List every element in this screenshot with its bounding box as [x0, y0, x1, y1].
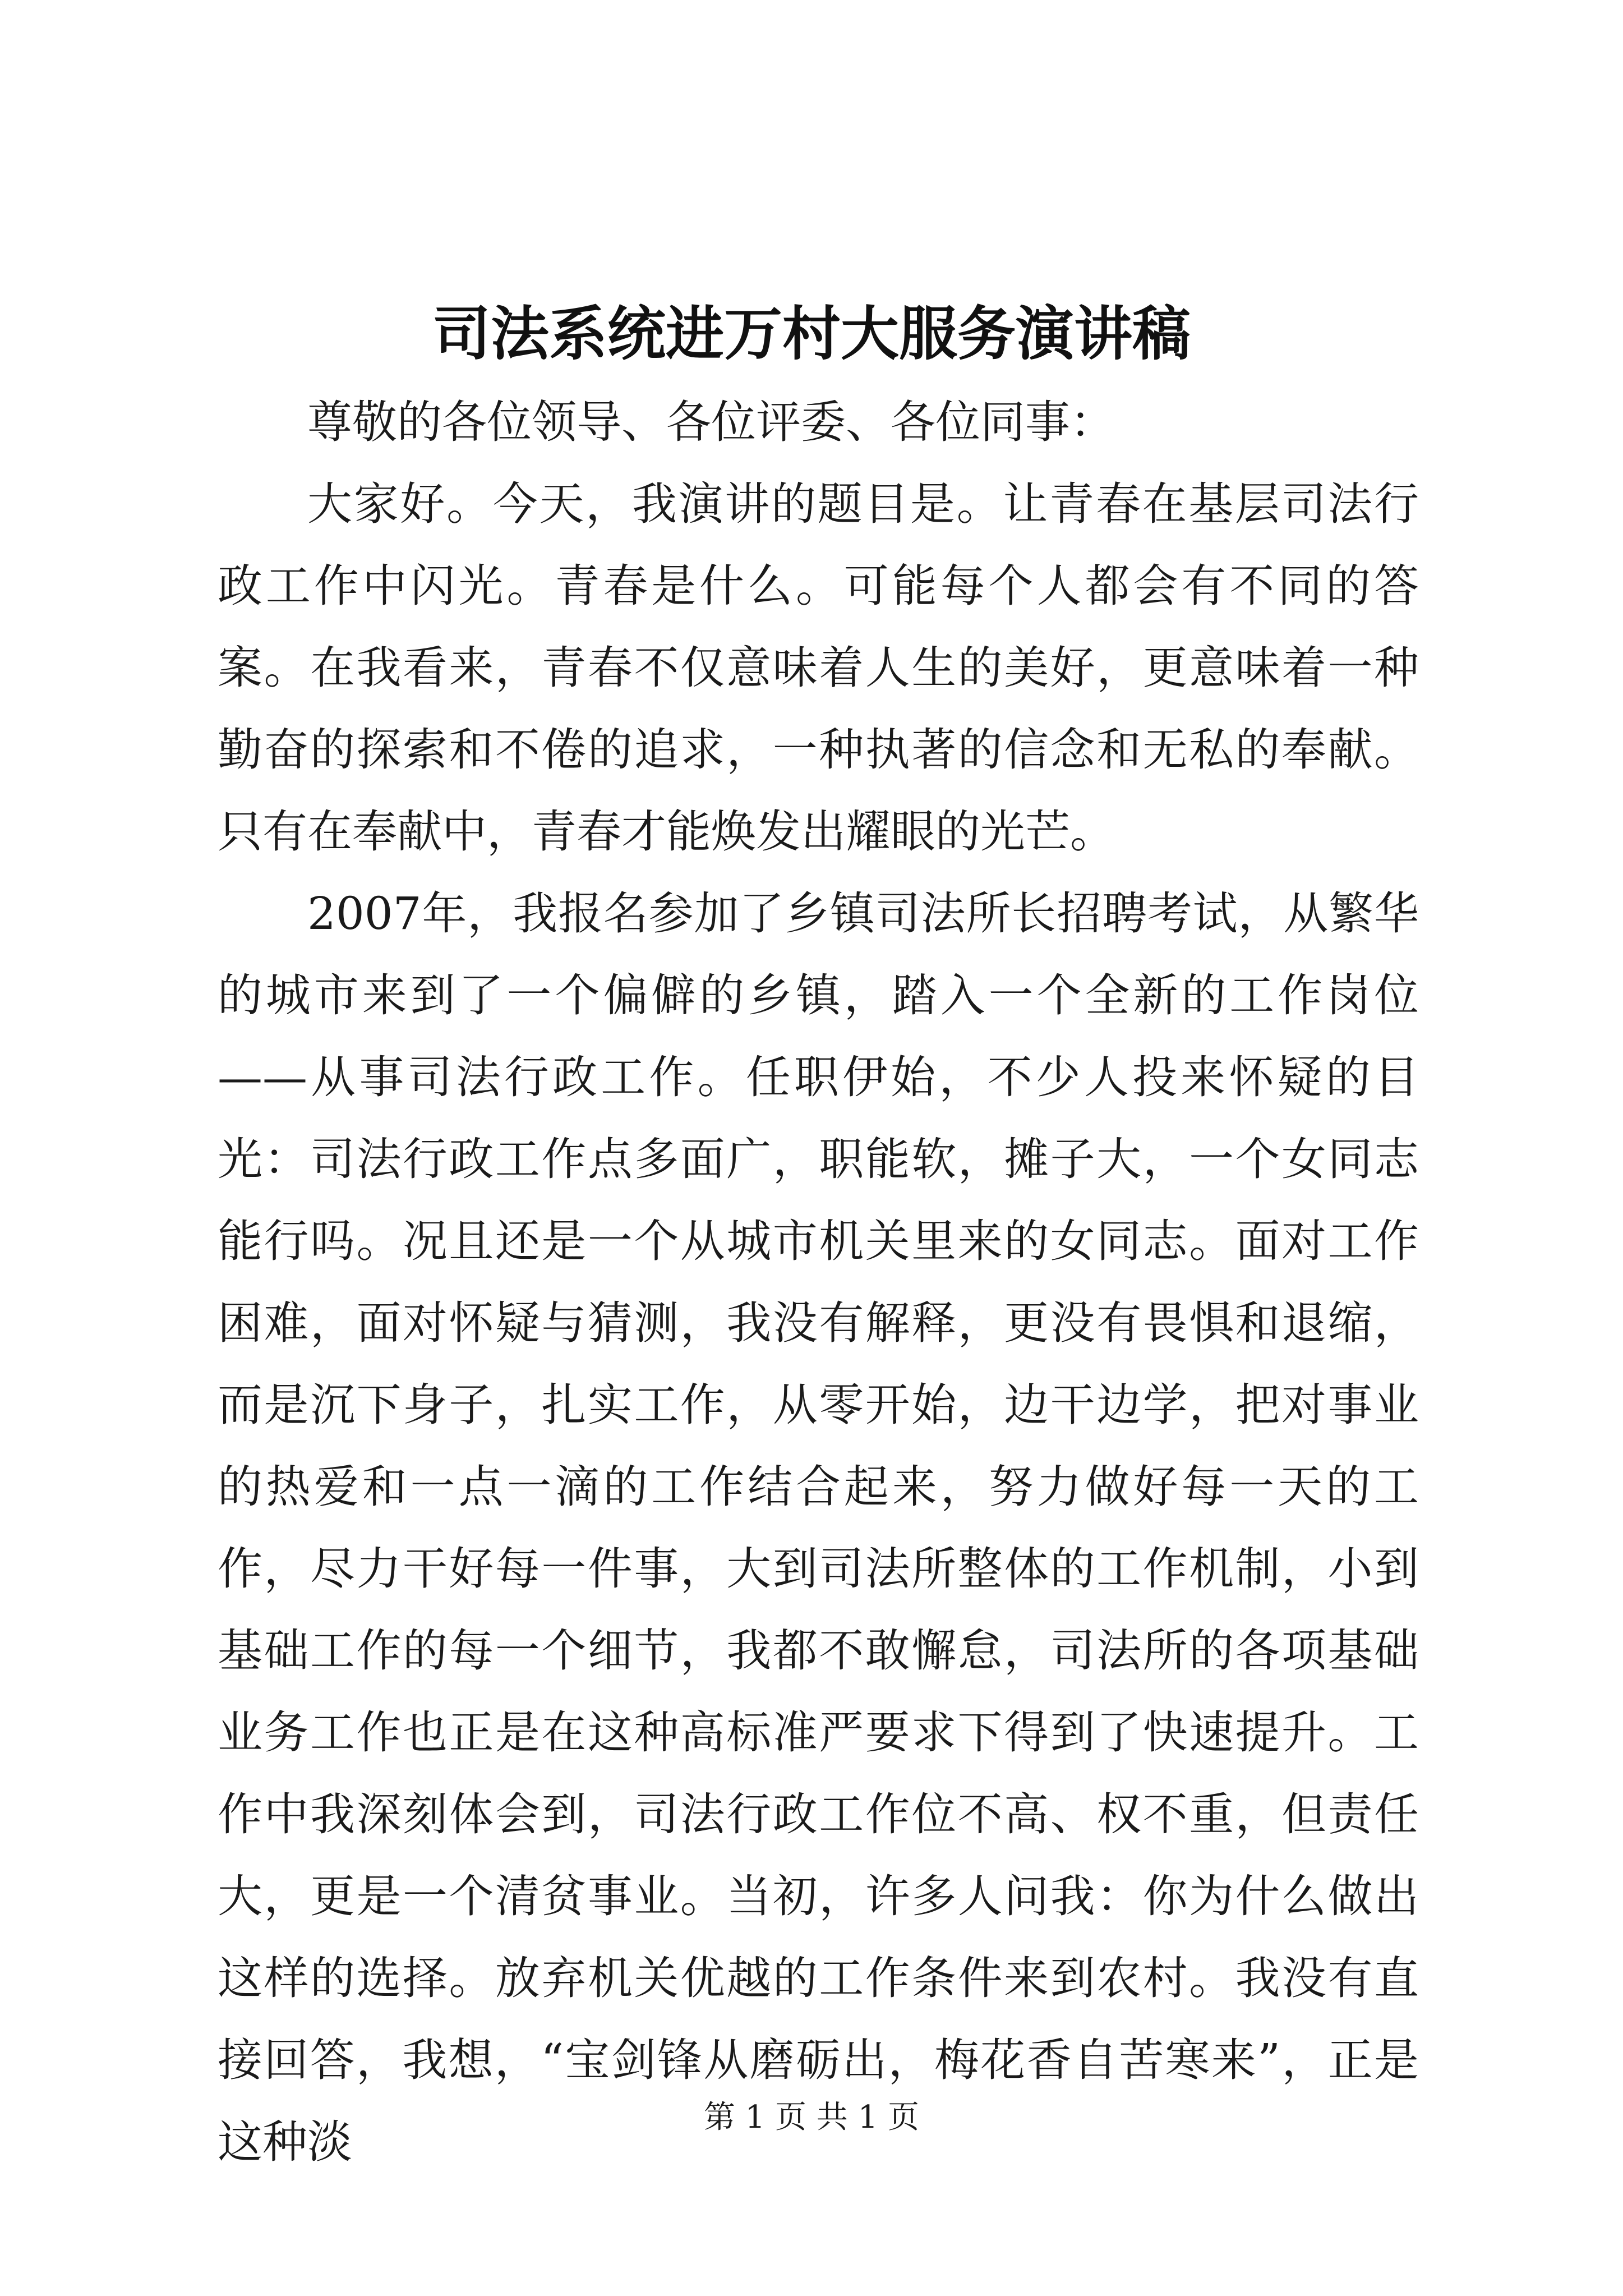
paragraph-greeting: 尊敬的各位领导、各位评委、各位同事： [307, 396, 1115, 448]
document-body [218, 381, 1419, 2183]
paragraph-intro: 大家好。今天，我演讲的题目是。让青春在基层司法行政工作中闪光。青春是什么。可能每个人都会有不同的答案。在我看来，青春不仅意味着人生的美好，更意味着一种勤奋的探索和不倦的追求，一种执著的信念和无私的奉献。只有在奉献中，青春才能焕发出耀眼的光芒。 [218, 478, 1419, 858]
paragraph-story: 2007年，我报名参加了乡镇司法所长招聘考试，从繁华的城市来到了一个偏僻的乡镇，踏入一个全新的工作岗位——从事司法行政工作。任职伊始，不少人投来怀疑的目光：司法行政工作点多面广，职能软，摊子大，一个女同志能行吗。况且还是一个从城市机关里来的女同志。面对工作困难，面对怀疑与猜测，我没有解释，更没有畏惧和退缩，而是沉下身子，扎实工作，从零开始，边干边学，把对事业的热爱和一点一滴的工作结合起来，努力做好每一天的工作，尽力干好每一件事，大到司法所整体的工作机制，小到基础工作的每一个细节，我都不敢懈怠，司法所的各项基础业务工作也正是在这种高标准严要求下得到了快速提升。工作中我深刻体会到，司法行政工作位不高、权不重，但责任大，更是一个清贫事业。当初，许多人问我：你为什么做出这样的选择。放弃机关优越的工作条件来到农村。我没有直接回答，我想，“宝剑锋从磨砺出，梅花香自苦寒来”，正是这种淡 [218, 887, 1419, 2168]
page-footer: 第 1 页 共 1 页 [703, 2099, 920, 2136]
document-title: 司法系统进万村大服务演讲稿 [432, 299, 1191, 368]
